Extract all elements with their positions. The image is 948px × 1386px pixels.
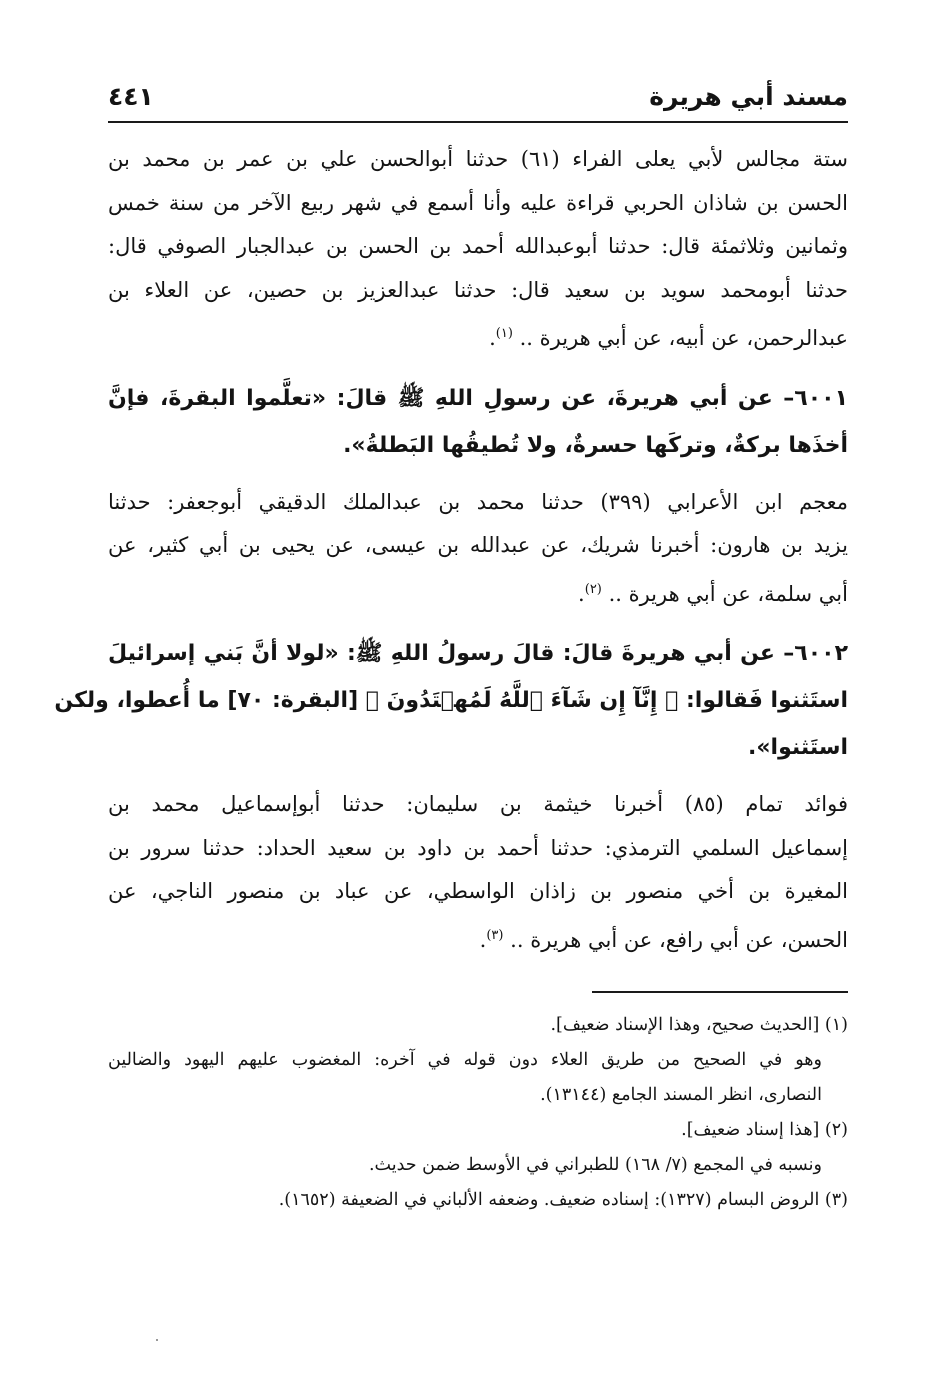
text-fragment: الحسن، عن أبي رافع، عن أبي هريرة .. <box>510 927 848 952</box>
source-paragraph-1 <box>108 138 848 361</box>
text-line: ستة مجالس لأبي يعلى الفراء (٦١) حدثنا أبوالحسن علي بن عمر بن محمد بن <box>108 147 849 171</box>
main-text <box>54 138 849 962</box>
hadith-6001 <box>108 375 848 469</box>
text-line: يزيد بن هارون: أخبرنا شريك، عن عبدالله بن عيسى، عن يحيى بن أبي كثير، عن <box>108 533 848 557</box>
footnote-2: (٢) [هذا إسناد ضعيف]. <box>681 1120 848 1140</box>
text-line: عبدالرحمن، عن أبيه، عن أبي هريرة .. $^{(١)}$. <box>489 326 848 350</box>
hadith-line: ٦٠٠٢– عن أبي هريرةَ قالَ: قالَ رسولُ اللهِ ﷺ: «لولا أنَّ بَني إسرائيلَ <box>108 641 848 666</box>
scan-speck <box>156 1339 158 1341</box>
text-line: المغيرة بن أخي منصور بن زاذان الواسطي، عن عباد بن منصور الناجي، عن <box>108 879 848 903</box>
source-paragraph-2 <box>108 481 848 617</box>
footnote-separator <box>592 991 848 993</box>
header-rule <box>108 121 848 123</box>
spacer <box>108 771 848 783</box>
footnote-marker: (٢) <box>584 581 602 597</box>
source-paragraph-3 <box>108 783 848 962</box>
text-line: معجم ابن الأعرابي (٣٩٩) حدثنا محمد بن عبدالملك الدقيقي أبوجعفر: حدثنا <box>108 489 849 514</box>
footnote-1-note: وهو في الصحيح من طريق العلاء دون قوله في آخره: المغضوب عليهم اليهود والضالين <box>108 1050 822 1070</box>
text-line: فوائد تمام (٨٥) أخبرنا خيثمة بن سليمان: حدثنا أبوإسماعيل محمد بن <box>108 792 848 816</box>
text-line: حدثنا أبومحمد سويد بن سعيد قال: حدثنا عبدالعزيز بن حصين، عن العلاء بن <box>108 277 848 302</box>
footnote-2-note: ونسبه في المجمع (٧/ ١٦٨) للطبراني في الأوسط ضمن حديث. <box>368 1155 822 1175</box>
text-line: الحسن بن شاذان الحربي قراءة عليه وأنا أسمع في شهر ربيع الآخر من سنة خمس <box>108 190 848 215</box>
hadith-line: أخذَها بركةٌ، وتركَها حسرةٌ، ولا تُطيقُها البَطلةُ». <box>343 432 848 458</box>
hadith-line: ٦٠٠١– عن أبي هريرةَ، عن رسولِ اللهِ ﷺ قالَ: «تعلَّموا البقرةَ، فإنَّ <box>108 385 848 411</box>
text-line: الحسن، عن أبي رافع، عن أبي هريرة .. $^{(٣)}$. <box>479 927 848 952</box>
footnote-3: (٣) الروض البسام (١٣٢٧): إسناده ضعيف. وضعفه الألباني في الضعيفة (١٦٥٢). <box>278 1190 848 1210</box>
spacer <box>108 469 848 481</box>
page-header <box>108 78 848 118</box>
text-line: أبي سلمة، عن أبي هريرة .. $^{(٢)}$. <box>578 581 848 606</box>
text-line: إسماعيل السلمي الترمذي: حدثنا أحمد بن داود بن سعيد الحداد: حدثنا سرور بن <box>108 835 848 860</box>
spacer <box>108 361 848 375</box>
footnote-1: (١) [الحديث صحيح، وهذا الإسناد ضعيف]. <box>550 1015 848 1035</box>
text-line: وثمانين وثلاثمئة قال: حدثنا أبوعبدالله أحمد بن الحسن بن عبدالجبار الصوفي قال: <box>108 234 848 258</box>
hadith-6002 <box>54 630 848 771</box>
hadith-line: استَثنوا فَقالوا: ﴿ إِنَّآ إِن شَآءَ ٱللَّهُ لَمُهۡتَدُونَ ﴾ [البقرة: ٧٠] ما أُعطوا، ولكن <box>54 688 848 713</box>
spacer <box>108 616 848 630</box>
footnote-1-note-cont: النصارى، انظر المسند الجامع (١٣١٤٤). <box>540 1085 822 1105</box>
footnotes <box>108 1008 848 1218</box>
page-number: ٤٤١ <box>108 82 154 111</box>
text-fragment: أبي سلمة، عن أبي هريرة .. <box>608 581 848 606</box>
footnote-marker: (١) <box>495 326 513 341</box>
footnote-marker: (٣) <box>486 927 504 943</box>
running-title: مسند أبي هريرة <box>649 82 848 111</box>
text-fragment: عبدالرحمن، عن أبيه، عن أبي هريرة .. <box>519 326 848 350</box>
hadith-line: استَثنوا». <box>747 735 848 760</box>
